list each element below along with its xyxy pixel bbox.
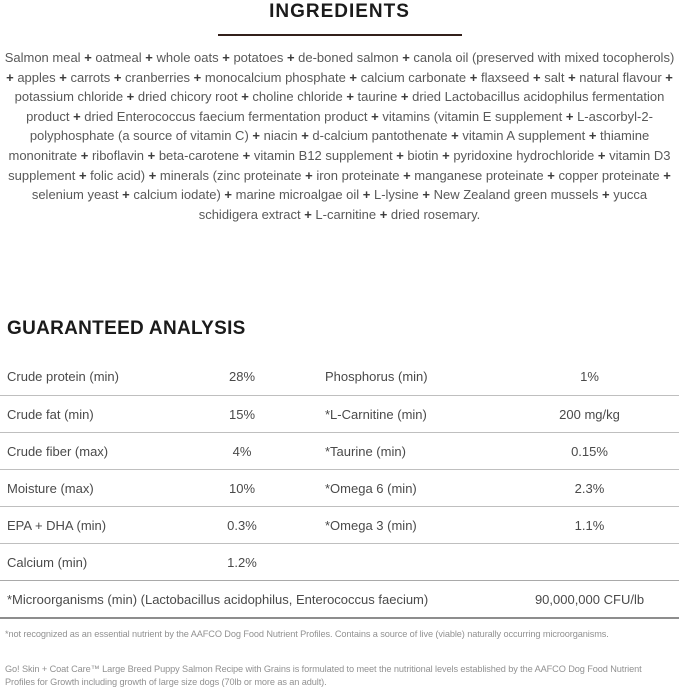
- nutrient-label: Phosphorus (min): [325, 369, 428, 385]
- table-row: [0, 432, 679, 469]
- nutrient-label: *Omega 3 (min): [325, 517, 417, 533]
- nutrient-label: *Omega 6 (min): [325, 480, 417, 496]
- nutrient-label: *L-Carnitine (min): [325, 406, 427, 422]
- table-row: [0, 469, 679, 506]
- nutrient-label: Crude fiber (max): [7, 443, 109, 459]
- nutrient-value: 15%: [228, 406, 256, 422]
- table-row: [0, 543, 679, 580]
- nutrient-value: 28%: [228, 369, 256, 385]
- nutrient-value: 200 mg/kg: [559, 406, 620, 422]
- nutrient-value: 0.3%: [227, 517, 257, 533]
- guaranteed-analysis-title: GUARANTEED ANALYSIS: [7, 318, 246, 340]
- nutrient-label: *Taurine (min): [325, 443, 406, 459]
- nutrient-label: EPA + DHA (min): [7, 517, 107, 533]
- footnote-formulation-statement: Go! Skin + Coat Care™ Large Breed Puppy Salmon Recipe with Grains is formulated to meet the nutritional levels established by the AAFCO Dog Food Nutrient Profiles for Growth including growth of large size dogs (70lb or more as an adult).: [5, 664, 642, 688]
- footnote-aafco-microorganisms: *not recognized as an essential nutrient by the AAFCO Dog Food Nutrient Profiles. Contains a source of live (viable) naturally occurring microorganisms.: [5, 629, 609, 640]
- ingredients-title: INGREDIENTS: [269, 1, 410, 22]
- nutrient-label: Crude protein (min): [7, 369, 119, 385]
- nutrient-value: 90,000,000 CFU/lb: [534, 591, 645, 607]
- ingredients-text: Salmon meal + oatmeal + whole oats + potatoes + de-boned salmon + canola oil (preserved with mixed tocopherols) + apples + carrots + cranberries + monocalcium phosphate + calcium carbonate + flaxseed + salt + natural flavour + potassium chloride + dried chicory root + choline chloride + taurine + dried Lactobacillus acidophilus fermentation product + dried Enterococcus faecium fermentation product + vitamins (vitamin E supplement + L-ascorbyl-2-polyphosphate (a source of vitamin C) + niacin + d-calcium pantothenate + vitamin A supplement + thiamine mononitrate + riboflavin + beta-carotene + vitamin B12 supplement + biotin + pyridoxine hydrochloride + vitamin D3 supplement + folic acid) + minerals (zinc proteinate + iron proteinate + manganese proteinate + copper proteinate + selenium yeast + calcium iodate) + marine microalgae oil + L-lysine + New Zealand green mussels + yucca schidigera extract + L-carnitine + dried rosemary.: [4, 50, 675, 222]
- nutrient-value: 10%: [228, 480, 256, 496]
- nutrient-label: Calcium (min): [7, 554, 88, 570]
- title-underline-rule: [218, 34, 462, 36]
- table-row-microorganisms: [0, 580, 679, 619]
- nutrient-label: Moisture (max): [7, 480, 94, 496]
- nutrient-value: 1.2%: [227, 554, 257, 570]
- table-row: [0, 395, 679, 432]
- nutrient-value: 1.1%: [574, 517, 605, 533]
- nutrient-label: *Microorganisms (min) (Lactobacillus acidophilus, Enterococcus faecium): [7, 591, 429, 607]
- nutrient-label: Crude fat (min): [7, 406, 94, 422]
- guaranteed-analysis-table: [0, 358, 679, 619]
- table-row: [0, 506, 679, 543]
- nutrient-value: 2.3%: [574, 480, 605, 496]
- nutrient-value: 1%: [580, 369, 599, 385]
- nutrient-value: 4%: [232, 443, 252, 459]
- table-row: [0, 358, 679, 395]
- nutrient-value: 0.15%: [571, 443, 608, 459]
